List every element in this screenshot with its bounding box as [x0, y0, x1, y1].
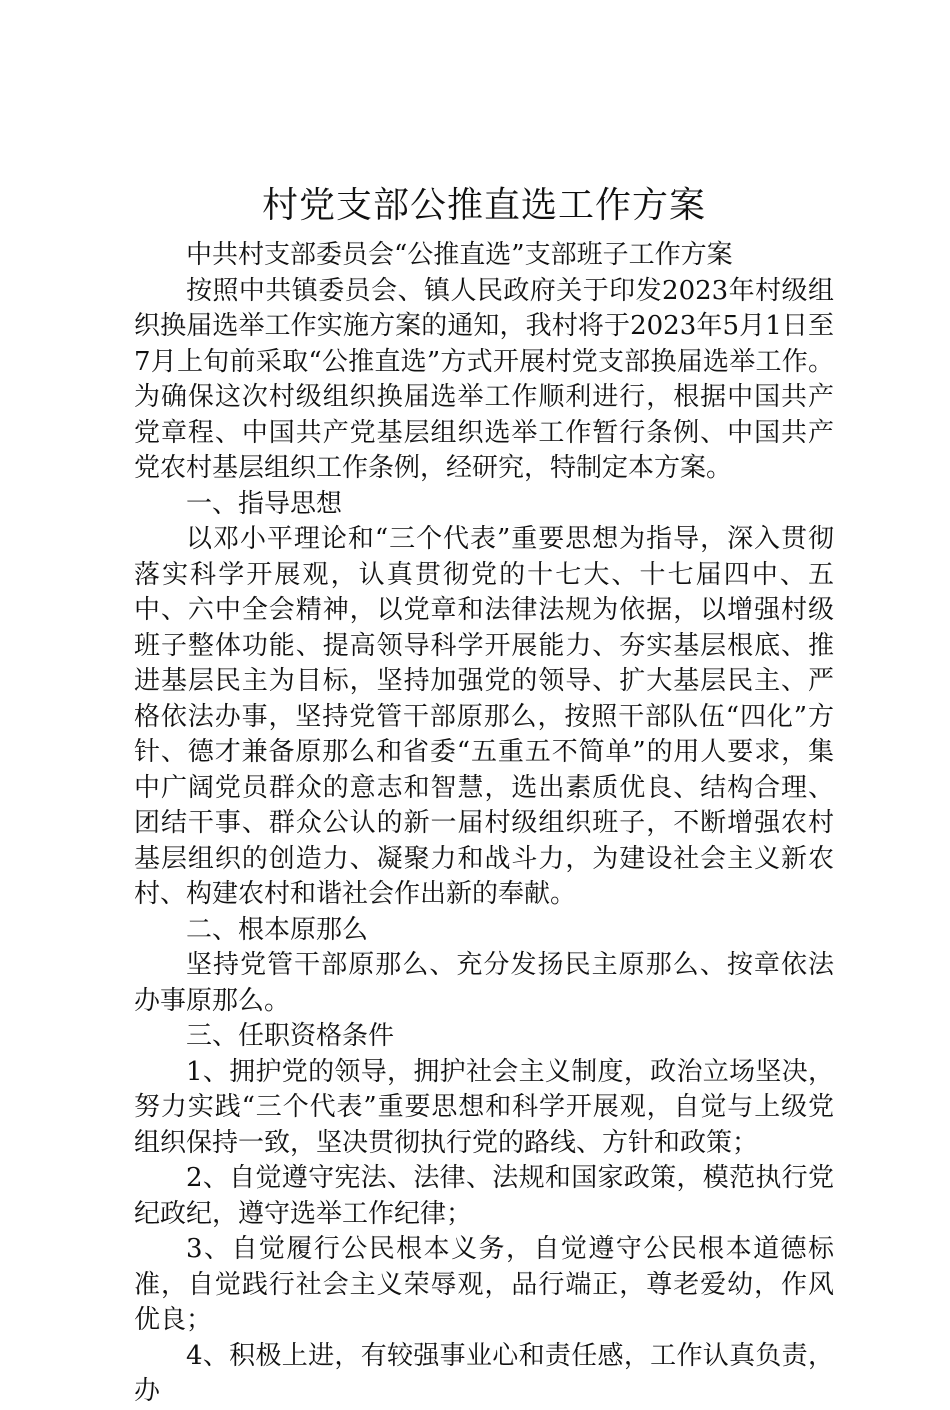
paragraph-qualification-1: 1、拥护党的领导，拥护社会主义制度，政治立场坚决，努力实践“三个代表”重要思想和科学开展观，自觉与上级党组织保持一致，坚决贯彻执行党的路线、方针和政策； [134, 1056, 834, 1158]
paragraph-qualification-3: 3、自觉履行公民根本义务，自觉遵守公民根本道德标准，自觉践行社会主义荣辱观，品行端正，尊老爱幼，作风优良； [134, 1234, 834, 1335]
paragraph-subtitle: 中共村支部委员会“公推直选”支部班子工作方案 [186, 240, 733, 270]
section-heading-qualifications: 三、任职资格条件 [186, 1021, 395, 1051]
paragraph-guiding-thought: 以邓小平理论和“三个代表”重要思想为指导，深入贯彻落实科学开展观，认真贯彻党的十七大、十七届四中、五中、六中全会精神，以党章和法律法规为依据，以增强村级班子整体功能、提高领导科学开展能力、夯实基层根底、推进基层民主为目标，坚持加强党的领导、扩大基层民主、严格依法办事，坚持党管干部原那么，按照干部队伍“四化”方针、德才兼备原那么和省委“五重五不简单”的用人要求，集中广阔党员群众的意志和智慧，选出素质优良、结构合理、团结干事、群众公认的新一届村级组织班子，不断增强农村基层组织的创造力、凝聚力和战斗力，为建设社会主义新农村、构建农村和谐社会作出新的奉献。 [134, 524, 834, 909]
paragraph-basic-principles: 坚持党管干部原那么、充分发扬民主原那么、按章依法办事原那么。 [134, 950, 834, 1016]
document-page [134, 180, 834, 1410]
paragraph-intro: 按照中共镇委员会、镇人民政府关于印发2023年村级组织换届选举工作实施方案的通知，我村将于2023年5月1日至7月上旬前采取“公推直选”方式开展村党支部换届选举工作。为确保这次村级组织换届选举工作顺利进行，根据中国共产党章程、中国共产党基层组织选举工作暂行条例、中国共产党农村基层组织工作条例，经研究，特制定本方案。 [134, 275, 834, 483]
document-title: 村党支部公推直选工作方案 [261, 185, 706, 226]
paragraph-qualification-2: 2、自觉遵守宪法、法律、法规和国家政策，模范执行党纪政纪，遵守选举工作纪律； [134, 1163, 834, 1229]
section-heading-basic-principles: 二、根本原那么 [186, 914, 369, 945]
section-heading-guiding-thought: 一、指导思想 [186, 488, 343, 519]
paragraph-qualification-4: 4、积极上进，有较强事业心和责任感，工作认真负责，办 [134, 1340, 834, 1406]
